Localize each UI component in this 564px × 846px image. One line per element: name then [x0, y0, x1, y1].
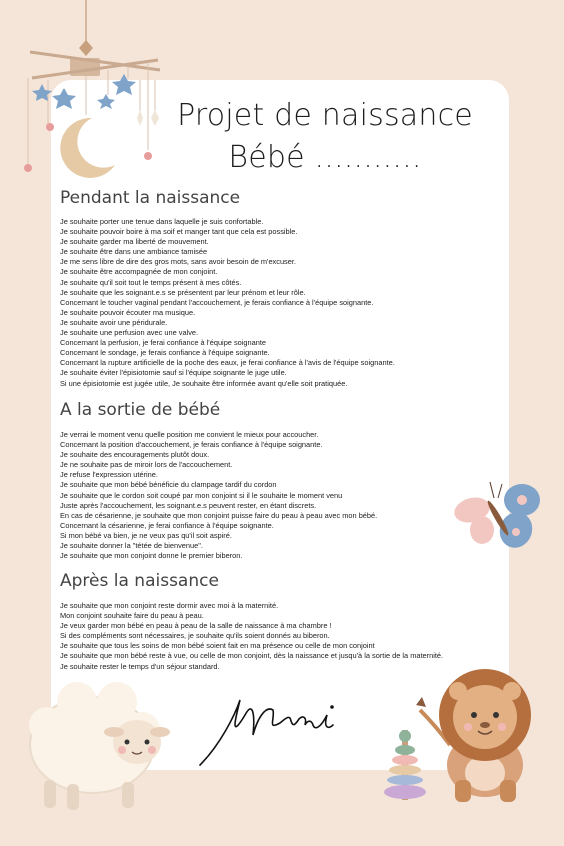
list-item: Je veux garder mon bébé en peau à peau de la salle de naissance à ma chambre ! — [60, 621, 332, 631]
list-item: Je souhaite que mon bébé reste à vue, ou celle de mon conjoint, dès la naissance et jusqu'à la sortie de la maternité. — [60, 651, 444, 661]
list-item: Je souhaite éviter l'épisiotomie sauf si l'équipe soignante le juge utile. — [60, 368, 287, 378]
section-list-sortie — [60, 430, 505, 561]
list-item: Je me sens libre de dire des gros mots, sans avoir besoin de m'excuser. — [60, 257, 296, 267]
list-item: Je souhaite une perfusion avec une valve. — [60, 328, 199, 338]
list-item: Je souhaite qu'il soit tout le temps présent à mes côtés. — [60, 277, 242, 287]
list-item: Je souhaite garder ma liberté de mouvement. — [60, 237, 209, 247]
list-item: Si des compléments sont nécessaires, je souhaite qu'ils soient donnés au biberon. — [60, 631, 330, 641]
list-item: Concernant le toucher vaginal pendant l'accouchement, je ferais confiance à l'équipe soignante. — [60, 297, 374, 307]
list-item: Je souhaite que les soignant.e.s se présentent par leur prénom et leur rôle. — [60, 287, 306, 297]
list-item: Je refuse l'expression utérine. — [60, 470, 158, 480]
list-item: En cas de césarienne, je souhaite que mon conjoint puisse faire du peau à peau avec mon bébé. — [60, 510, 378, 520]
list-item: Je souhaite avoir une péridurale. — [60, 317, 168, 327]
sheep-icon — [22, 680, 172, 815]
list-item: Concernant la perfusion, je ferai confiance à l'équipe soignante — [60, 338, 267, 348]
baby-name-line: Bébé ........... — [228, 140, 422, 175]
list-item: Je souhaite que mon conjoint donne le premier biberon. — [60, 551, 243, 561]
merci-text: Merci — [243, 744, 249, 746]
list-item: Je ne souhaite pas de miroir lors de l'accouchement. — [60, 460, 233, 470]
baby-mobile-icon — [20, 0, 170, 180]
list-item: Je souhaite rester le temps d'un séjour standard. — [60, 661, 220, 671]
list-item: Je souhaite donner la "tétée de bienvenue". — [60, 541, 203, 551]
list-item: Je souhaite que mon bébé bénéficie du clampage tardif du cordon — [60, 480, 277, 490]
list-item: Je souhaite porter une tenue dans laquelle je suis confortable. — [60, 217, 264, 226]
list-item: Je souhaite être accompagnée de mon conjoint. — [60, 267, 218, 277]
list-item: Je souhaite que le cordon soit coupé par mon conjoint si il le souhaite le moment venu — [60, 490, 343, 500]
list-item: Concernant la césarienne, je ferai confiance à l'équipe soignante. — [60, 520, 274, 530]
page-title: Projet de naissance — [177, 98, 473, 133]
section-title-pendant: Pendant la naissance — [60, 188, 241, 208]
list-item: Je souhaite pouvoir écouter ma musique. — [60, 307, 196, 317]
list-item: Concernant le sondage, je ferais confiance à l'équipe soignante. — [60, 348, 270, 358]
section-list-apres — [60, 601, 505, 672]
list-item: Je souhaite que mon conjoint reste dormir avec moi à la maternité. — [60, 601, 279, 610]
list-item: Je souhaite que tous les soins de mon bébé soient fait en ma présence ou celle de mon conjoint — [60, 641, 375, 651]
list-item: Je souhaite être dans une ambiance tamisée — [60, 247, 208, 257]
list-item: Je souhaite des encouragements plutôt doux. — [60, 450, 210, 460]
list-item: Concernant la rupture artificielle de la poche des eaux, je ferai confiance à l'avis de l'équipe soignante. — [60, 358, 395, 368]
list-item: Concernant la position d'accouchement, je ferais confiance à l'équipe soignante. — [60, 440, 323, 450]
section-title-sortie: A la sortie de bébé — [60, 400, 221, 420]
section-title-apres: Après la naissance — [60, 571, 219, 591]
list-item: Je souhaite pouvoir boire à ma soif et manger tant que cela est possible. — [60, 227, 298, 237]
list-item: Juste après l'accouchement, les soignant.e.s peuvent rester, en étant discrets. — [60, 500, 317, 510]
lion-icon — [410, 665, 560, 805]
list-item: Mon conjoint souhaite faire du peau à peau. — [60, 611, 204, 621]
merci-signature — [195, 685, 345, 780]
list-item: Si une épisiotomie est jugée utile, Je souhaite être informée avant qu'elle soit pratiquée. — [60, 378, 348, 388]
list-item: Si mon bébé va bien, je ne veux pas qu'il soit aspiré. — [60, 530, 232, 540]
list-item: Je verrai le moment venu quelle position me convient le mieux pour accoucher. — [60, 430, 319, 439]
section-list-pendant — [60, 217, 505, 389]
butterfly-icon — [452, 478, 552, 558]
